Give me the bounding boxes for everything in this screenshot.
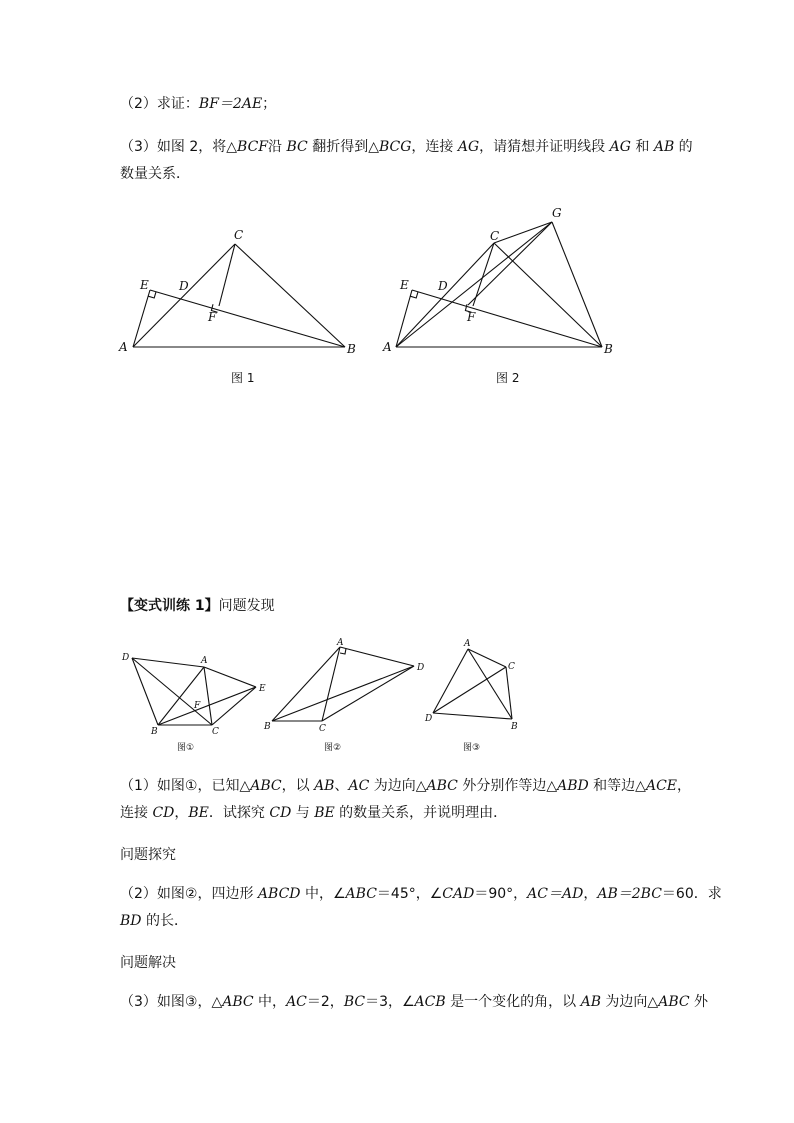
q1-var: ACE	[645, 778, 677, 794]
q3-text: （3）如图③，△	[120, 994, 223, 1010]
figure-1-caption: 图 1	[231, 371, 255, 385]
q1-text: 和等边△	[588, 778, 646, 794]
segment-ad	[340, 647, 414, 666]
q1-var: CD	[269, 805, 292, 821]
segment-gb	[552, 222, 602, 347]
q2-var: CAD	[442, 886, 475, 902]
variant-q3-line-1	[120, 992, 708, 1012]
label-b: B	[511, 722, 518, 732]
q3-number: （3）	[120, 139, 157, 155]
label-d: D	[122, 653, 130, 663]
label-c: C	[490, 229, 500, 243]
label-d: D	[179, 279, 189, 293]
segment-bc	[235, 244, 345, 347]
label-b: B	[151, 727, 158, 737]
variant-q1-line-1	[120, 776, 691, 796]
q2-tail: ；	[262, 96, 277, 112]
q1-text: 的数量关系，并说明理由．	[334, 805, 508, 821]
q3-var: AG	[609, 139, 631, 155]
q3-text: ，请猜想并证明线段	[479, 139, 610, 155]
q3-text: 沿	[268, 139, 287, 155]
q1-var: BE	[314, 805, 335, 821]
q1-text: ，	[174, 805, 189, 821]
variant-training-header	[120, 596, 275, 616]
q3-text: ，连接	[411, 139, 458, 155]
q3-var: AB	[580, 994, 601, 1010]
figure-1	[115, 225, 365, 360]
q3-var: BC	[343, 994, 366, 1010]
q3-text: ＝3，∠	[365, 994, 415, 1010]
q3-text: 中，	[253, 994, 287, 1010]
figure-b	[260, 635, 433, 740]
figure-2-caption: 图 2	[496, 371, 520, 385]
segment-ac	[204, 667, 212, 725]
figure-a	[118, 640, 278, 740]
q2-text: （2）如图②，四边形	[120, 886, 258, 902]
q1-var: AC	[348, 778, 370, 794]
label-b: B	[604, 342, 613, 356]
q1-var: ABC	[250, 778, 282, 794]
q3-text: 是一个变化的角，以	[445, 994, 581, 1010]
label-f: F	[208, 310, 217, 324]
label-c: C	[234, 228, 244, 242]
label-b: B	[264, 722, 271, 732]
label-d: D	[417, 663, 425, 673]
segment-ag	[396, 222, 552, 347]
q3-text: ＝2，	[306, 994, 344, 1010]
q1-text: ，	[677, 778, 691, 794]
segment-ab	[272, 647, 340, 721]
label-e: E	[140, 278, 149, 292]
label-a: A	[119, 340, 128, 354]
q2-var: ABCD	[257, 886, 301, 902]
q3-var: ABC	[222, 994, 254, 1010]
q1-text: 连接	[120, 805, 153, 821]
question-3-line-2	[120, 164, 190, 184]
q2-text: ＝45°，∠	[376, 886, 443, 902]
segment-cd	[322, 666, 414, 721]
q2-var: ABC	[345, 886, 377, 902]
q3-var: ABC	[658, 994, 690, 1010]
label-b: B	[347, 342, 356, 356]
q1-text: ，以	[281, 778, 315, 794]
q1-text: 外分别作等边△	[457, 778, 558, 794]
q3-text: 为边向△	[600, 994, 659, 1010]
segment-dc	[132, 658, 212, 725]
figure-2	[380, 205, 625, 360]
q2-expression: BF＝2AE	[198, 96, 263, 112]
q3-var: ACB	[414, 994, 446, 1010]
q3-text: 翻折得到△	[307, 139, 379, 155]
right-angle-mark-a	[340, 649, 346, 655]
label-g: G	[552, 206, 562, 220]
segment-da	[132, 658, 204, 667]
q3-text: 数量关系．	[120, 166, 190, 182]
label-c: C	[508, 662, 515, 672]
segment-ac	[322, 647, 340, 721]
label-f: F	[467, 310, 476, 324]
q1-text: 为边向△	[369, 778, 427, 794]
segment-cg	[494, 222, 552, 243]
q3-var: BCF	[237, 139, 269, 155]
q2-var: AC＝AD	[527, 886, 584, 902]
q3-text: 的	[674, 139, 693, 155]
q2-var: BD	[120, 913, 142, 929]
q3-var: BC	[286, 139, 308, 155]
q1-text: ．试探究	[208, 805, 270, 821]
q3-text: 如图 2，将△	[156, 139, 238, 155]
q1-var: CD	[152, 805, 175, 821]
segment-db	[132, 658, 158, 725]
q3-var: AB	[653, 139, 675, 155]
segment-ae	[204, 667, 256, 687]
q2-text: 中，∠	[300, 886, 346, 902]
figure-a-caption: 图①	[177, 743, 195, 753]
label-d: D	[438, 279, 448, 293]
q1-var: ABC	[426, 778, 458, 794]
segment-bd	[272, 666, 414, 721]
variant-q2-line-1	[120, 884, 722, 904]
label-c: C	[212, 727, 219, 737]
q3-text: 外	[689, 994, 709, 1010]
q1-text: 与	[291, 805, 315, 821]
section-heading-solve: 问题解决	[120, 955, 176, 971]
q3-text: 和	[630, 139, 654, 155]
q1-text: 、	[334, 778, 349, 794]
q1-var: ABD	[557, 778, 589, 794]
q2-text: ＝90°，	[474, 886, 528, 902]
q1-var: AB	[314, 778, 335, 794]
segment-dc	[433, 667, 506, 713]
figure-c	[420, 635, 530, 740]
q3-var: AC	[286, 994, 307, 1010]
label-c: C	[319, 724, 326, 734]
q2-text: ，	[583, 886, 598, 902]
segment-ad	[433, 649, 468, 713]
q3-var: AG	[457, 139, 480, 155]
q2-text: 的长．	[141, 913, 188, 929]
q1-text: （1）如图①，已知△	[120, 778, 251, 794]
q2-var: AB＝2BC	[597, 886, 662, 902]
label-a: A	[464, 639, 471, 649]
question-2-line	[120, 94, 276, 114]
segment-gf	[468, 222, 552, 305]
variant-q2-line-2	[120, 911, 188, 931]
variant-q1-line-2	[120, 803, 507, 823]
label-e: E	[259, 684, 266, 694]
label-a: A	[201, 656, 208, 666]
q3-var: BCG	[378, 139, 412, 155]
section-heading-explore: 问题探究	[120, 847, 176, 863]
section-heading: 问题发现	[218, 598, 275, 614]
question-3-line-1	[120, 137, 693, 157]
label-e: E	[400, 278, 409, 292]
segment-db	[433, 713, 512, 719]
segment-cf	[219, 244, 235, 306]
q2-lead: 求证：	[156, 96, 199, 112]
segment-eb	[412, 290, 602, 347]
label-a: A	[383, 340, 392, 354]
label-d: D	[425, 714, 433, 724]
segment-eb	[150, 290, 345, 347]
q2-number: （2）	[120, 96, 157, 112]
label-a: A	[337, 638, 344, 648]
variant-training-title: 【变式训练 1】	[120, 598, 219, 614]
q2-text: ＝60．求	[661, 886, 722, 902]
segment-bc	[494, 243, 602, 347]
q1-var: BE	[188, 805, 209, 821]
segment-ce	[212, 687, 256, 725]
figure-c-caption: 图③	[463, 743, 481, 753]
figure-b-caption: 图②	[324, 743, 342, 753]
label-f: F	[194, 701, 201, 711]
